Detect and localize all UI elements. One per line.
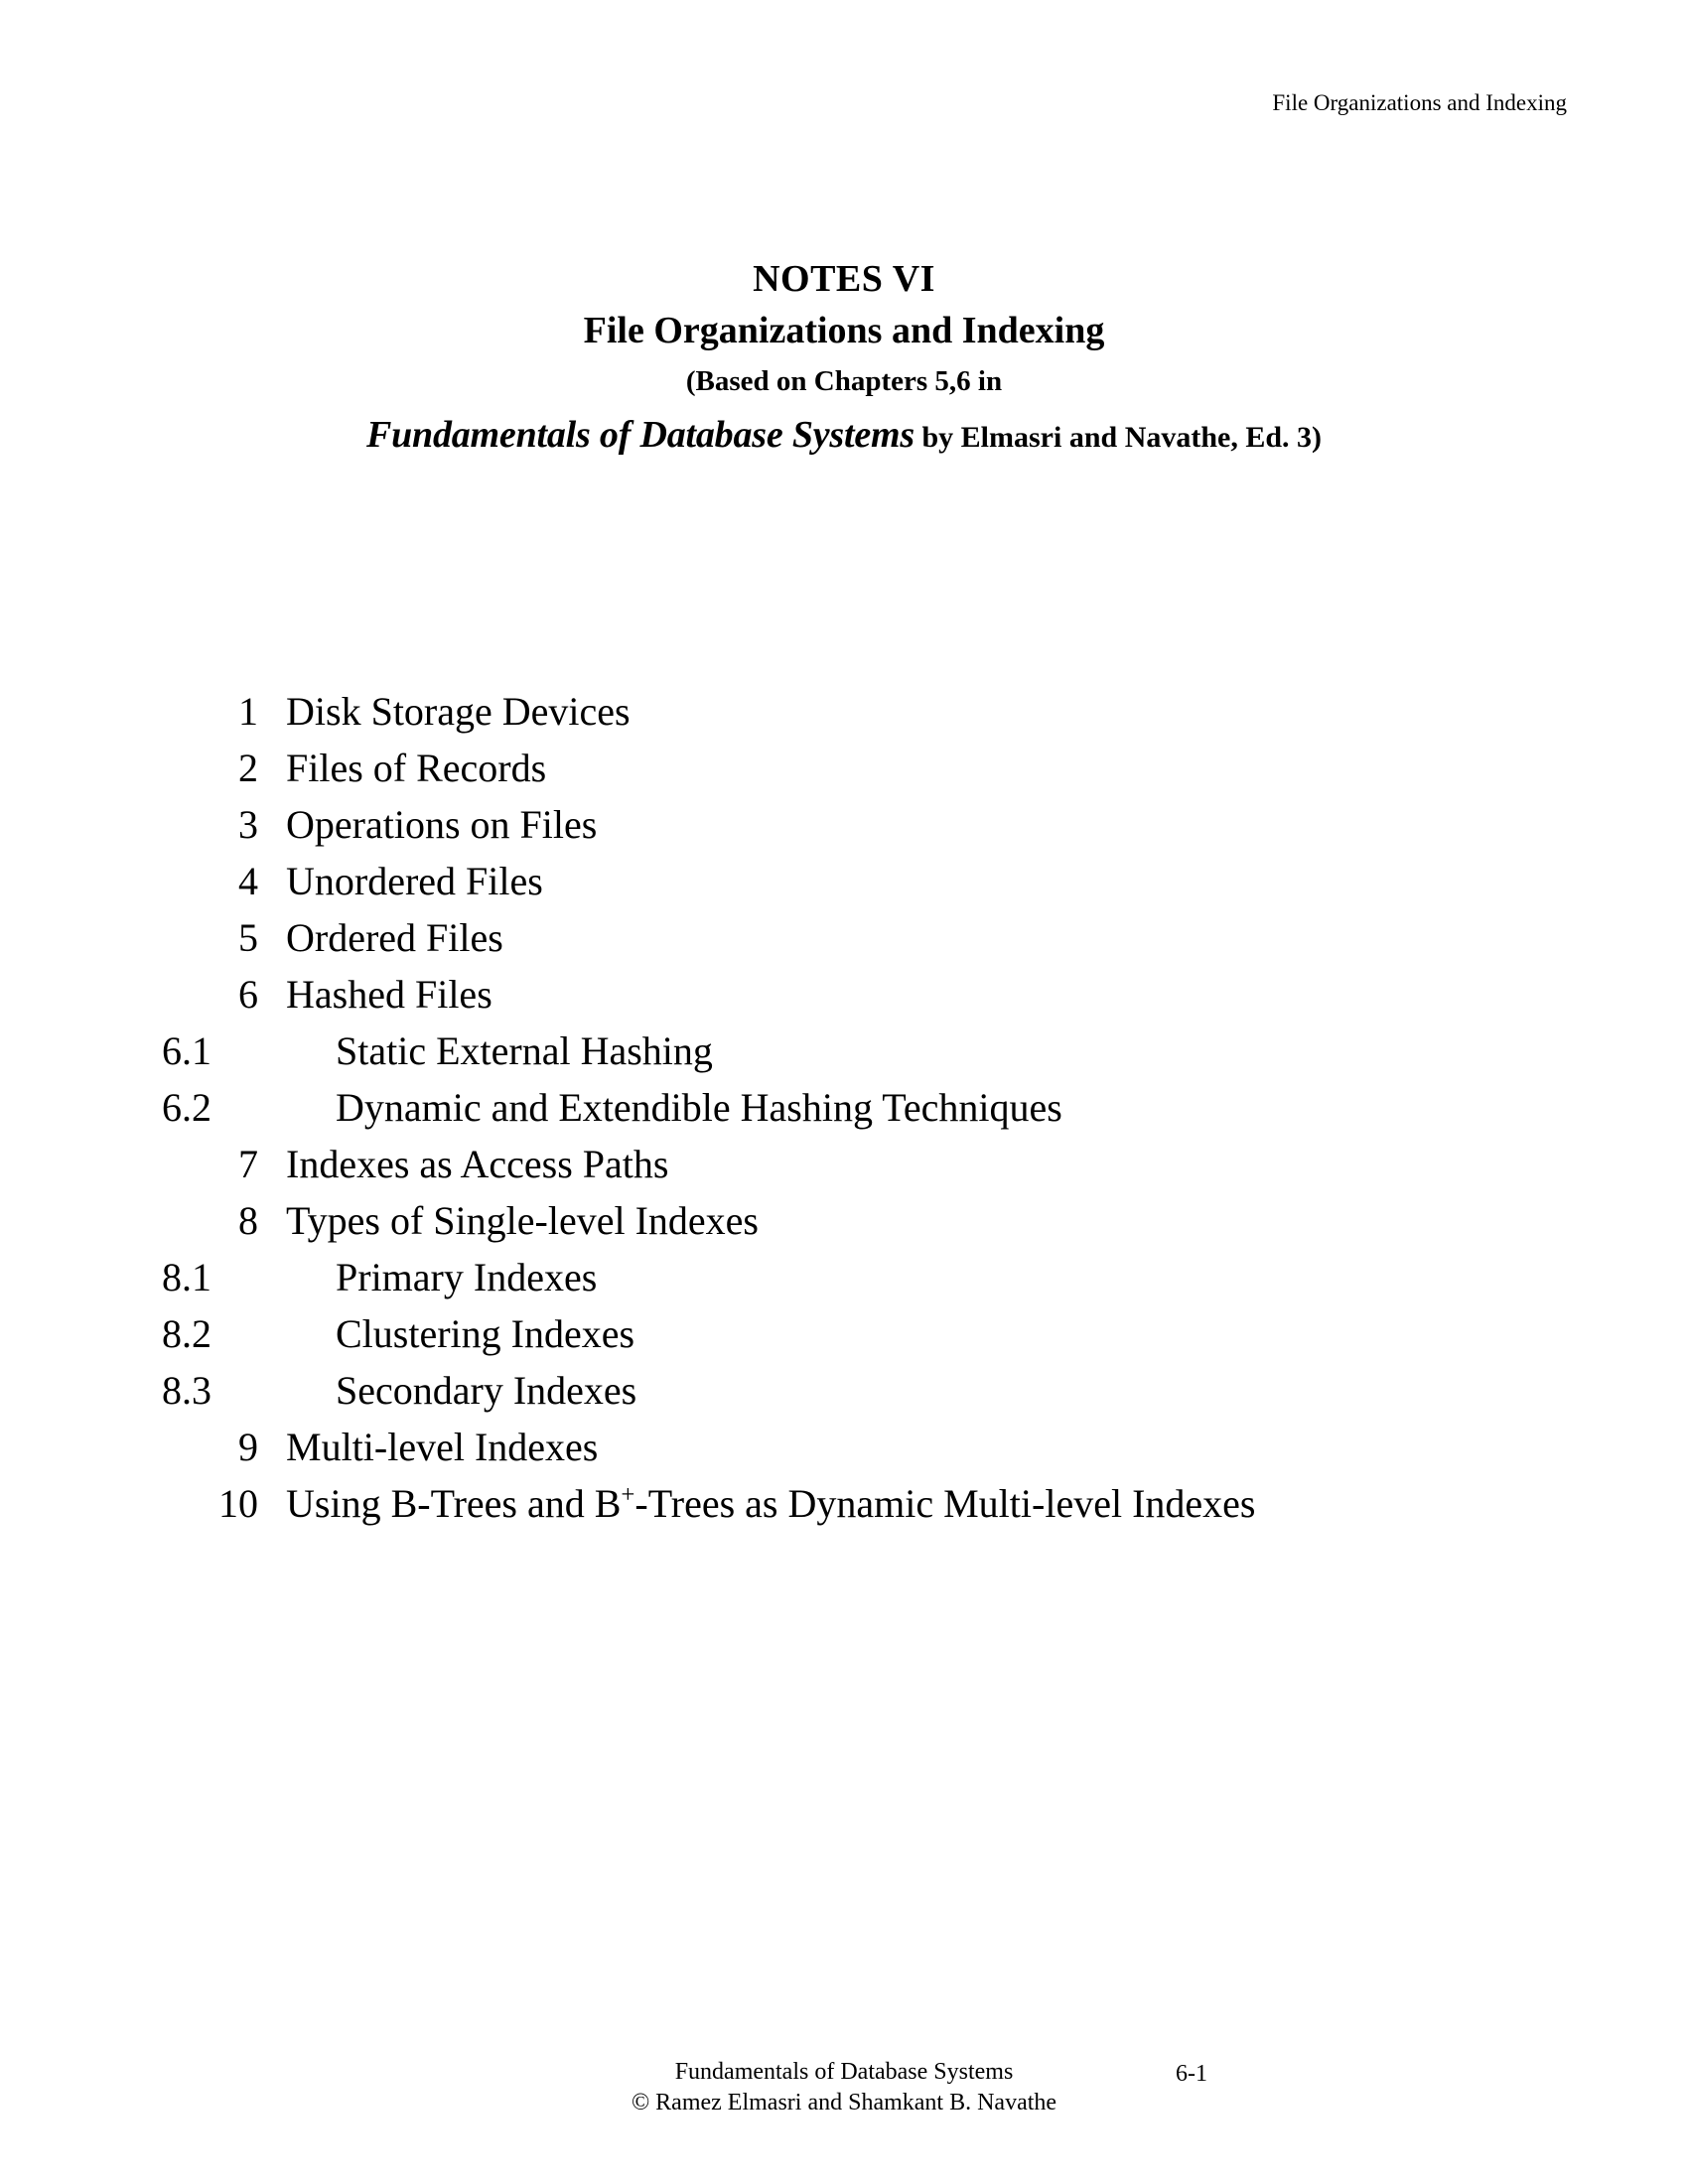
book-title: Fundamentals of Database Systems: [365, 414, 914, 456]
toc-entry[interactable]: [0, 1305, 1688, 1362]
toc-entry-number: 8.2: [162, 1311, 211, 1356]
toc-entry-number: 1: [238, 689, 258, 734]
page-subtitle: File Organizations and Indexing: [583, 310, 1105, 351]
toc-entry-number: 9: [238, 1425, 258, 1469]
toc-entry[interactable]: [0, 1079, 1688, 1136]
toc-entry-number: 7: [238, 1142, 258, 1186]
toc-entry-label: Disk Storage Devices: [286, 689, 631, 734]
toc-entry[interactable]: [0, 1249, 1688, 1305]
page-number: 6-1: [1176, 2061, 1207, 2087]
toc-entry-label: Dynamic and Extendible Hashing Techniques: [336, 1085, 1062, 1130]
toc-entry-number: 8: [238, 1198, 258, 1243]
toc-entry-number: 8.3: [162, 1368, 211, 1413]
toc-entry[interactable]: [0, 853, 1688, 909]
running-header: File Organizations and Indexing: [1272, 90, 1567, 115]
toc-entry-label: Indexes as Access Paths: [286, 1142, 669, 1186]
toc-entry-label: Operations on Files: [286, 802, 598, 847]
toc-entry[interactable]: [0, 740, 1688, 796]
toc-entry-number: 5: [238, 915, 258, 960]
toc-entry[interactable]: [0, 1419, 1688, 1475]
toc-entry[interactable]: [0, 1192, 1688, 1249]
toc-entry-number: 6: [238, 972, 258, 1017]
toc-entry[interactable]: [0, 796, 1688, 853]
toc-entry-label: Clustering Indexes: [336, 1311, 635, 1356]
toc-entry-label: Primary Indexes: [336, 1255, 598, 1299]
toc-entry[interactable]: [0, 1475, 1688, 1532]
toc-entry-label: Files of Records: [286, 746, 547, 790]
toc-entry-number: 4: [238, 859, 258, 903]
toc-entry[interactable]: [0, 909, 1688, 966]
toc-entry-label: Ordered Files: [286, 915, 503, 960]
based-on-line: (Based on Chapters 5,6 in: [685, 365, 1003, 397]
toc-entry-label: Multi-level Indexes: [286, 1425, 599, 1469]
toc-entry-number: 2: [238, 746, 258, 790]
toc-entry-number: 10: [218, 1481, 258, 1526]
toc-entry-label: Hashed Files: [286, 972, 492, 1017]
toc-entry-number: 6.2: [162, 1085, 211, 1130]
table-of-contents: [0, 683, 1688, 1532]
toc-entry-label: Unordered Files: [286, 859, 543, 903]
toc-entry-number: 8.1: [162, 1255, 211, 1299]
page-title: NOTES VI: [753, 258, 935, 300]
toc-entry-number: 6.1: [162, 1028, 211, 1073]
book-authors: by Elmasri and Navathe, Ed. 3): [921, 421, 1323, 454]
toc-entry-label: Secondary Indexes: [336, 1368, 637, 1413]
toc-entry-label: Static External Hashing: [336, 1028, 713, 1073]
toc-entry-label: [258, 1475, 1255, 1532]
toc-entry-label: Types of Single-level Indexes: [286, 1198, 759, 1243]
toc-entry[interactable]: [0, 1362, 1688, 1419]
toc-entry[interactable]: [0, 1023, 1688, 1079]
toc-label-text: -Trees as Dynamic Multi-level Indexes: [634, 1481, 1256, 1526]
toc-entry[interactable]: [0, 966, 1688, 1023]
footer-book-title: Fundamentals of Database Systems: [674, 2059, 1014, 2085]
toc-entry[interactable]: [0, 1136, 1688, 1192]
toc-entry[interactable]: [0, 683, 1688, 740]
footer-copyright: © Ramez Elmasri and Shamkant B. Navathe: [631, 2090, 1057, 2116]
book-reference-line: [0, 416, 1688, 454]
toc-entry-number: 3: [238, 802, 258, 847]
superscript-plus: +: [621, 1481, 635, 1509]
toc-label-text: Using B-Trees and B: [286, 1481, 622, 1526]
title-block: [0, 260, 1688, 454]
